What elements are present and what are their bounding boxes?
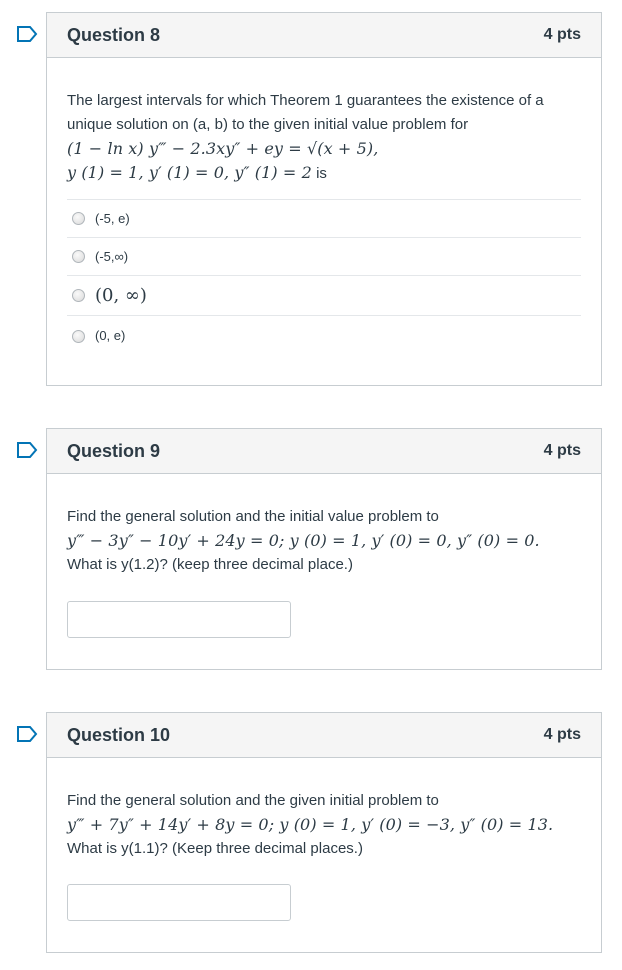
radio-button[interactable] <box>72 289 85 302</box>
answer-option[interactable] <box>67 238 581 276</box>
question-text-line: The largest intervals for which Theorem 1 guarantees the existence of a <box>67 92 544 109</box>
answer-input[interactable] <box>67 884 291 921</box>
initial-conditions <box>67 161 581 186</box>
question-text-line: What is y(1.1)? (Keep three decimal places.) <box>67 840 363 857</box>
question-10 <box>46 712 602 953</box>
answer-label: (-5,∞) <box>95 248 129 264</box>
question-text-line: Find the general solution and the given initial problem to <box>67 792 439 809</box>
question-header <box>47 429 601 474</box>
question-text <box>47 58 601 356</box>
answer-option[interactable] <box>67 200 581 238</box>
equation: y‴ − 3y″ − 10y′ + 24y = 0; y (0) = 1, y′ (0) = 0, y″ (0) = 0. <box>67 531 540 550</box>
question-text-line: What is y(1.2)? (keep three decimal place.) <box>67 556 353 573</box>
answer-input[interactable] <box>67 601 291 638</box>
answer-label: (-5, e) <box>95 210 130 226</box>
answer-option[interactable] <box>67 276 581 316</box>
question-text-line: unique solution on (a, b) to the given initial value problem for <box>67 116 469 133</box>
answer-label: (0, ∞) <box>95 284 147 306</box>
radio-button[interactable] <box>72 212 85 225</box>
equation: (1 − ln x) y‴ − 2.3xy″ + ey = √(x + 5), <box>67 139 379 158</box>
question-header <box>47 713 601 758</box>
question-text-line: Find the general solution and the initial value problem to <box>67 508 439 525</box>
question-points: 4 pts <box>543 726 581 743</box>
answer-label: (0, e) <box>95 328 126 343</box>
equation: y (1) = 1, y′ (1) = 0, y″ (1) = 2 <box>67 163 312 182</box>
question-text <box>47 474 601 577</box>
flag-question-icon[interactable] <box>16 441 38 459</box>
equation-suffix: is <box>316 165 327 182</box>
radio-button[interactable] <box>72 250 85 263</box>
question-title: Question 8 <box>67 24 161 45</box>
answer-option[interactable] <box>67 316 581 356</box>
equation: y‴ + 7y″ + 14y′ + 8y = 0; y (0) = 1, y′ (0) = −3, y″ (0) = 13. <box>67 815 554 834</box>
question-title: Question 9 <box>67 440 161 461</box>
question-header <box>47 13 601 58</box>
question-points: 4 pts <box>543 26 581 43</box>
radio-button[interactable] <box>72 330 85 343</box>
answer-list <box>67 199 581 356</box>
question-text <box>47 758 601 861</box>
question-title: Question 10 <box>67 724 171 745</box>
question-9 <box>46 428 602 670</box>
question-8 <box>46 12 602 386</box>
flag-question-icon[interactable] <box>16 25 38 43</box>
flag-question-icon[interactable] <box>16 725 38 743</box>
question-points: 4 pts <box>543 442 581 459</box>
